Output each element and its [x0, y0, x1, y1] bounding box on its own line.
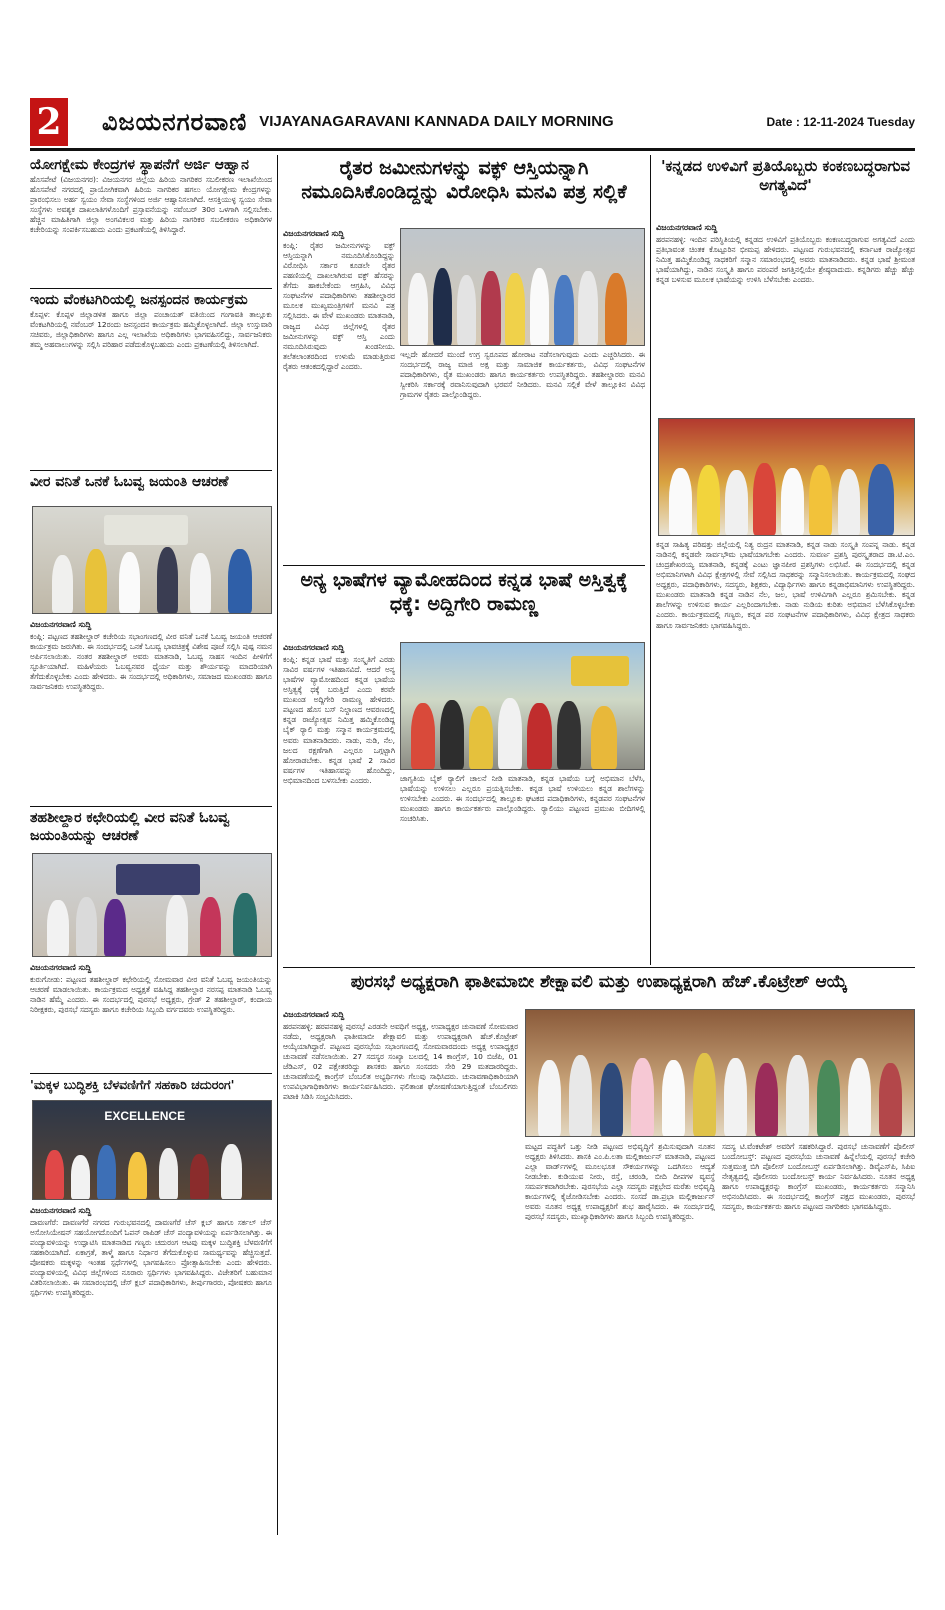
article-body: ಕಂಪ್ಲಿ: ಕನ್ನಡ ಭಾಷೆ ಮತ್ತು ಸಂಸ್ಕೃತಿಗೆ ಎರಡು ಸಾವಿರ ವರ್ಷಗಳ ಇತಿಹಾಸವಿದೆ. ಆದರೆ ಅನ್ಯ ಭಾಷೆಗಳ ವ್ಯಾಮೋಹದಿಂದ ಕನ್ನಡ ಭಾಷೆಯ ಅಸ್ತಿತ್ವಕ್ಕೆ ಧಕ್ಕೆ ಬರುತ್ತಿದೆ ಎಂದು ಕರವೇ ಮುಖಂಡ ಅದ್ದಿಗೇರಿ ರಾಮಣ್ಣ ಹೇಳಿದರು. ಪಟ್ಟಣದ ಹೊಸ ಬಸ್ ನಿಲ್ದಾಣದ ಆವರಣದಲ್ಲಿ ಕನ್ನಡ ರಾಜ್ಯೋತ್ಸವ ನಿಮಿತ್ತ ಹಮ್ಮಿಕೊಂಡಿದ್ದ ಬೈಕ್ ರ‍್ಯಾಲಿ ಮತ್ತು ಸನ್ಮಾನ ಕಾರ್ಯಕ್ರಮದಲ್ಲಿ ಅವರು ಮಾತನಾಡಿದರು. ನಾಡು, ನುಡಿ, ನೆಲ, ಜಲದ ರಕ್ಷಣೆಗಾಗಿ ಎಲ್ಲರೂ ಒಗ್ಗಟ್ಟಾಗಿ ಹೋರಾಡಬೇಕು. ಕನ್ನಡ ಭಾಷೆ 2 ಸಾವಿರ ವರ್ಷಗಳ ಇತಿಹಾಸವನ್ನು ಹೊಂದಿದ್ದು, ಅಭಿಮಾನದಿಂದ ಬಳಸಬೇಕು ಎಂದರು.	[283, 655, 395, 785]
headline: ಅನ್ಯ ಭಾಷೆಗಳ ವ್ಯಾಮೋಹದಿಂದ ಕನ್ನಡ ಭಾಷೆ ಅಸ್ತಿತ್ವಕ್ಕೆ ಧಕ್ಕೆ: ಅದ್ದಿಗೇರಿ ರಾಮಣ್ಣ	[300, 569, 628, 615]
article-purasabhe-col1	[283, 1007, 518, 1537]
article-body: ಕನ್ನಡ ಸಾಹಿತ್ಯ ಪರಿಷತ್ತು ಜಿಲ್ಲೆಯಲ್ಲಿ ನಿತ್ಯ ರುದ್ರನ ಮಾತನಾಡಿ, ಕನ್ನಡ ನಾಡು ಸಂಸ್ಕೃತಿ ಸಂಪನ್ನ ನಾಡು. ಕನ್ನಡ ನಾಡಿನಲ್ಲಿ ಕನ್ನಡವೇ ಸಾರ್ವಭೌಮ ಭಾಷೆಯಾಗಬೇಕು ಎಂದರು. ಸುವರ್ಣ ಪ್ರಶಸ್ತಿ ಪುರಸ್ಕೃತರಾದ ಡಾ.ಟಿ.ಎಂ. ಚಂದ್ರಶೇಖರಯ್ಯ ಮಾತನಾಡಿ, ಕನ್ನಡಕ್ಕೆ ಎಂಟು ಜ್ಞಾನಪೀಠ ಪ್ರಶಸ್ತಿಗಳು ಲಭಿಸಿವೆ. ಈ ಸಂದರ್ಭದಲ್ಲಿ ಕನ್ನಡ ಅಭಿಮಾನಿಗಳಾಗಿ ವಿವಿಧ ಕ್ಷೇತ್ರಗಳಲ್ಲಿ ಸೇವೆ ಸಲ್ಲಿಸಿದ ಸಾಧಕರನ್ನು ಸನ್ಮಾನಿಸಲಾಯಿತು. ಕಾರ್ಯಕ್ರಮದಲ್ಲಿ ಸಂಘದ ಅಧ್ಯಕ್ಷರು, ಪದಾಧಿಕಾರಿಗಳು, ಸದಸ್ಯರು, ಶಿಕ್ಷಕರು, ವಿದ್ಯಾರ್ಥಿಗಳು ಹಾಗೂ ಕನ್ನಡಾಭಿಮಾನಿಗಳು ಉಪಸ್ಥಿತರಿದ್ದರು. ಮುಖಂಡರು ಮಾತನಾಡಿ ಕನ್ನಡ ನಾಡಿನ ನೆಲ, ಜಲ, ಭಾಷೆ ಉಳಿವಿಗಾಗಿ ಎಲ್ಲರೂ ಶ್ರಮಿಸಬೇಕು. ಕನ್ನಡ ಶಾಲೆಗಳನ್ನು ಉಳಿಸುವ ಕಾರ್ಯ ಎಲ್ಲರಿಂದಾಗಬೇಕು. ನಾಡು ನುಡಿಯ ಕುರಿತು ಅಭಿಮಾನ ಬೆಳೆಸಿಕೊಳ್ಳಬೇಕು ಎಂದರು. ಕಾರ್ಯಕ್ರಮದಲ್ಲಿ ಗಣ್ಯರು, ಕನ್ನಡ ಪರ ಸಂಘಟನೆಗಳ ಪದಾಧಿಕಾರಿಗಳು, ವಿವಿಧ ಕ್ಷೇತ್ರದ ಸಾಧಕರು ಹಾಗೂ ಸಾರ್ವಜನಿಕರು ಭಾಗವಹಿಸಿದ್ದರು.	[656, 540, 915, 630]
newspaper-title-english: VIJAYANAGARAVANI KANNADA DAILY MORNING	[259, 113, 614, 130]
article-body: ಹರಪನಹಳ್ಳಿ: ಇಂದಿನ ಪರಿಸ್ಥಿತಿಯಲ್ಲಿ ಕನ್ನಡದ ಉಳಿವಿಗೆ ಪ್ರತಿಯೊಬ್ಬರು ಕಂಕಣಬದ್ಧರಾಗುವ ಅಗತ್ಯವಿದೆ ಎಂದು ಪ್ರತಿಭಾವಂತ ಚಿಂತಕ ಕೊಟ್ಟೂರಿನ ಭೀಮಪ್ಪ ಹೇಳಿದರು. ಪಟ್ಟಣದ ಗುರುಭವನದಲ್ಲಿ ಕರ್ನಾಟಕ ರಾಜ್ಯೋತ್ಸವ ನಿಮಿತ್ತ ಹಮ್ಮಿಕೊಂಡಿದ್ದ ಸಾಧಕರಿಗೆ ಸನ್ಮಾನ ಸಮಾರಂಭದಲ್ಲಿ ಅವರು ಮಾತನಾಡಿದರು. ಕನ್ನಡ ಭಾಷೆ ಶ್ರೀಮಂತ ಭಾಷೆಯಾಗಿದ್ದು, ನಾಡಿನ ಸಂಸ್ಕೃತಿ ಹಾಗೂ ಪರಂಪರೆ ಜಗತ್ತಿನಲ್ಲಿಯೇ ಶ್ರೇಷ್ಠವಾದುದು. ಕನ್ನಡಿಗರು ಹೆಚ್ಚು ಹೆಚ್ಚು ಕನ್ನಡ ಬಳಸುವ ಮೂಲಕ ಭಾಷೆಯನ್ನು ಉಳಿಸಿ ಬೆಳೆಸಬೇಕು ಎಂದರು.	[656, 235, 915, 285]
article-body: ಹೊಸಪೇಟೆ (ವಿಜಯನಗರ): ವಿಜಯನಗರ ಜಿಲ್ಲೆಯ ಹಿರಿಯ ನಾಗರಿಕರ ಸಬಲೀಕರಣ ಇಲಾಖೆಯಿಂದ ಹೊಸಪೇಟೆ ನಗರದಲ್ಲಿ ಪ್ರಾಯೋಗಿಕವಾಗಿ ಹಿರಿಯ ನಾಗರಿಕರ ಹಗಲು ಯೋಗಕ್ಷೇಮ ಕೇಂದ್ರಗಳನ್ನು ಪ್ರಾರಂಭಿಸಲು ಅರ್ಹ ಸ್ವಯಂ ಸೇವಾ ಸಂಸ್ಥೆಗಳಿಂದ ಅರ್ಜಿ ಆಹ್ವಾನಿಸಲಾಗಿದೆ. ಆಸಕ್ತಿಯುಳ್ಳ ಸ್ವಯಂ ಸೇವಾ ಸಂಸ್ಥೆಗಳು ಅವಶ್ಯಕ ದಾಖಲಾತಿಗಳೊಂದಿಗೆ ಪ್ರಸ್ತಾವನೆಯನ್ನು ನವೆಂಬರ್ 30ರ ಒಳಗಾಗಿ ಸಲ್ಲಿಸಬೇಕು. ಹೆಚ್ಚಿನ ಮಾಹಿತಿಗಾಗಿ ಜಿಲ್ಲಾ ಅಂಗವಿಕಲರ ಮತ್ತು ಹಿರಿಯ ನಾಗರಿಕರ ಸಬಲೀಕರಣ ಅಧಿಕಾರಿಗಳ ಕಚೇರಿಯನ್ನು ಸಂಪರ್ಕಿಸಬಹುದು ಎಂದು ಪ್ರಕಟಣೆಯಲ್ಲಿ ತಿಳಿಸಿದ್ದಾರೆ.	[30, 174, 272, 234]
byline: ವಿಜಯನಗರವಾಣಿ ಸುದ್ದಿ	[283, 1010, 345, 1019]
article-body: ಕುರುಗೋಡು: ಪಟ್ಟಣದ ತಹಶೀಲ್ದಾರ್ ಕಛೇರಿಯಲ್ಲಿ ಸೋಮವಾರ ವೀರ ವನಿತೆ ಓಬವ್ವ ಜಯಂತಿಯನ್ನು ಆಚರಣೆ ಮಾಡಲಾಯಿತು. ಕಾರ್ಯಕ್ರಮದ ಅಧ್ಯಕ್ಷತೆ ವಹಿಸಿದ್ದ ತಹಶೀಲ್ದಾರ ನರಸಪ್ಪ ಮಾತನಾಡಿ ಓಬವ್ವ ನಾಡಿನ ಹೆಮ್ಮೆ ಎಂದರು. ಈ ಸಂದರ್ಭದಲ್ಲಿ ಪುರಸಭೆ ಅಧ್ಯಕ್ಷರು, ಗ್ರೇಡ್ 2 ತಹಶೀಲ್ದಾರ್, ಕಂದಾಯ ನಿರೀಕ್ಷಕರು, ಪುರಸಭೆ ಸದಸ್ಯರು ಹಾಗೂ ಕಚೇರಿಯ ಸಿಬ್ಬಂದಿ ವರ್ಗದವರು ಉಪಸ್ಥಿತರಿದ್ದರು.	[30, 975, 272, 1015]
article-body: ದಾವಣಗೆರೆ: ದಾವಣಗೆರೆ ನಗರದ ಗುರುಭವನದಲ್ಲಿ ದಾವಣಗೆರೆ ಚೆಸ್ ಕ್ಲಬ್ ಹಾಗೂ ಸರ್ಕಲ್ ಚೆಸ್ ಅಸೋಸಿಯೇಷನ್ ಸಹಯೋಗದೊಂದಿಗೆ ಓಪನ್ ರಾಪಿಡ್ ಚೆಸ್ ಪಂದ್ಯಾವಳಿಯನ್ನು ಏರ್ಪಡಿಸಲಾಗಿತ್ತು. ಈ ಪಂದ್ಯಾವಳಿಯನ್ನು ಉದ್ಘಾಟಿಸಿ ಮಾತನಾಡಿದ ಗಣ್ಯರು ಚದುರಂಗ ಆಟವು ಮಕ್ಕಳ ಬುದ್ಧಿಶಕ್ತಿ ಬೆಳವಣಿಗೆಗೆ ಸಹಕಾರಿಯಾಗಿದೆ. ಏಕಾಗ್ರತೆ, ತಾಳ್ಮೆ ಹಾಗೂ ನಿರ್ಧಾರ ತೆಗೆದುಕೊಳ್ಳುವ ಸಾಮರ್ಥ್ಯವನ್ನು ಹೆಚ್ಚಿಸುತ್ತದೆ. ಪೋಷಕರು ಮಕ್ಕಳನ್ನು ಇಂತಹ ಸ್ಪರ್ಧೆಗಳಲ್ಲಿ ಭಾಗವಹಿಸಲು ಪ್ರೋತ್ಸಾಹಿಸಬೇಕು ಎಂದು ಹೇಳಿದರು. ಪಂದ್ಯಾವಳಿಯಲ್ಲಿ ವಿವಿಧ ಜಿಲ್ಲೆಗಳಿಂದ ನೂರಾರು ಸ್ಪರ್ಧಿಗಳು ಭಾಗವಹಿಸಿದ್ದರು. ವಿಜೇತರಿಗೆ ಬಹುಮಾನ ವಿತರಿಸಲಾಯಿತು. ಈ ಸಮಾರಂಭದಲ್ಲಿ ಚೆಸ್ ಕ್ಲಬ್ ಪದಾಧಿಕಾರಿಗಳು, ತೀರ್ಪುಗಾರರು, ಪೋಷಕರು ಹಾಗೂ ಸ್ಪರ್ಧಿಗಳು ಉಪಸ್ಥಿತರಿದ್ದರು.	[30, 1218, 272, 1298]
section-divider	[30, 806, 272, 807]
byline: ವಿಜಯನಗರವಾಣಿ ಸುದ್ದಿ	[283, 643, 345, 652]
council-photo	[525, 1009, 915, 1137]
article-kankana-headline	[656, 157, 915, 217]
headline: 'ಮಕ್ಕಳ ಬುದ್ಧಿಶಕ್ತಿ ಬೆಳವಣಿಗೆಗೆ ಸಹಕಾರಿ ಚದುರಂಗ'	[30, 1077, 235, 1092]
article-obavva-2	[30, 960, 272, 1070]
section-divider	[30, 470, 272, 471]
memorandum-photo	[400, 228, 645, 346]
byline: ವಿಜಯನಗರವಾಣಿ ಸುದ್ದಿ	[30, 963, 92, 972]
article-body: ಕಂಪ್ಲಿ: ಪಟ್ಟಣದ ತಹಶೀಲ್ದಾರ್ ಕಚೇರಿಯ ಸಭಾಂಗಣದಲ್ಲಿ ವೀರ ವನಿತೆ ಒನಕೆ ಓಬವ್ವ ಜಯಂತಿ ಆಚರಣೆ ಕಾರ್ಯಕ್ರಮ ಜರುಗಿತು. ಈ ಸಂದರ್ಭದಲ್ಲಿ ಒನಕೆ ಓಬವ್ವ ಭಾವಚಿತ್ರಕ್ಕೆ ವಿಶೇಷ ಪೂಜೆ ಸಲ್ಲಿಸಿ ಪುಷ್ಪ ನಮನ ಅರ್ಪಿಸಲಾಯಿತು. ನಂತರ ತಹಶೀಲ್ದಾರ್ ಅವರು ಮಾತನಾಡಿ, ಓಬವ್ವ ಸಾಹಸ ಇಂದಿನ ಪೀಳಿಗೆಗೆ ಸ್ಫೂರ್ತಿಯಾಗಿದೆ. ಮಹಿಳೆಯರು ಓಬವ್ವನವರ ಧೈರ್ಯ ಮತ್ತು ಶೌರ್ಯವನ್ನು ಮಾದರಿಯಾಗಿ ತೆಗೆದುಕೊಳ್ಳಬೇಕು ಎಂದು ಹೇಳಿದರು. ಈ ಸಂದರ್ಭದಲ್ಲಿ ಅಧಿಕಾರಿಗಳು, ಸಮಾಜದ ಮುಖಂಡರು ಹಾಗೂ ಸಾರ್ವಜನಿಕರು ಉಪಸ್ಥಿತರಿದ್ದರು.	[30, 632, 272, 692]
page-number: 2	[30, 98, 68, 146]
byline: ವಿಜಯನಗರವಾಣಿ ಸುದ್ದಿ	[30, 620, 92, 629]
article-body: ಸದಸ್ಯ ಟಿ.ವೆಂಕಟೇಶ್ ಅವರಿಗೆ ಸಹಕರಿಸಿದ್ದಾರೆ. ಪುರಸಭೆ ಚುನಾವಣೆಗೆ ಪೊಲೀಸ್ ಬಂದೋಬಸ್ತ್: ಪಟ್ಟಣದ ಪುರಸಭೆಯ ಚುನಾವಣೆ ಹಿನ್ನೆಲೆಯಲ್ಲಿ ಪುರಸಭೆ ಕಚೇರಿ ಸುತ್ತಮುತ್ತ ಬಿಗಿ ಪೊಲೀಸ್ ಬಂದೋಬಸ್ತ್ ಏರ್ಪಡಿಸಲಾಗಿತ್ತು. ಡಿವೈಎಸ್‌ಪಿ, ಸಿಪಿಐ ನೇತೃತ್ವದಲ್ಲಿ ಪೊಲೀಸರು ಬಂದೋಬಸ್ತ್ ಕಾರ್ಯ ನಿರ್ವಹಿಸಿದರು. ನೂತನ ಅಧ್ಯಕ್ಷ ಹಾಗೂ ಉಪಾಧ್ಯಕ್ಷರನ್ನು ಕಾಂಗ್ರೆಸ್ ಮುಖಂಡರು, ಕಾರ್ಯಕರ್ತರು ಸನ್ಮಾನಿಸಿ ಅಭಿನಂದಿಸಿದರು. ಈ ಸಂದರ್ಭದಲ್ಲಿ ಕಾಂಗ್ರೆಸ್ ಪಕ್ಷದ ಮುಖಂಡರು, ಪುರಸಭೆ ಸದಸ್ಯರು, ಕಾರ್ಯಕರ್ತರು ಹಾಗೂ ಪಟ್ಟಣದ ನಾಗರಿಕರು ಭಾಗವಹಿಸಿದ್ದರು.	[722, 1142, 915, 1212]
article-body: ಜಾಗೃತಿಯ ಬೈಕ್ ರ‍್ಯಾಲಿಗೆ ಚಾಲನೆ ನೀಡಿ ಮಾತನಾಡಿ, ಕನ್ನಡ ಭಾಷೆಯ ಬಗ್ಗೆ ಅಭಿಮಾನ ಬೆಳೆಸಿ, ಭಾಷೆಯನ್ನು ಉಳಿಸಲು ಎಲ್ಲರೂ ಪ್ರಯತ್ನಿಸಬೇಕು. ಕನ್ನಡ ಭಾಷೆ ಉಳಿಯಲು ಕನ್ನಡ ಶಾಲೆಗಳನ್ನು ಉಳಿಸಬೇಕು ಎಂದರು. ಈ ಸಂದರ್ಭದಲ್ಲಿ ತಾಲ್ಲೂಕು ಘಟಕದ ಪದಾಧಿಕಾರಿಗಳು, ಕನ್ನಡಪರ ಸಂಘಟನೆಗಳ ಮುಖಂಡರು ಹಾಗೂ ಕಾರ್ಯಕರ್ತರು ಪಾಲ್ಗೊಂಡಿದ್ದರು. ರ‍್ಯಾಲಿಯು ಪಟ್ಟಣದ ಪ್ರಮುಖ ಬೀದಿಗಳಲ್ಲಿ ಸಂಚರಿಸಿತು.	[400, 774, 645, 824]
article-body: ಇಲ್ಲದೇ ಹೋದರೆ ಮುಂದೆ ಉಗ್ರ ಸ್ವರೂಪದ ಹೋರಾಟ ನಡೆಸಲಾಗುವುದು ಎಂದು ಎಚ್ಚರಿಸಿದರು. ಈ ಸಂದರ್ಭದಲ್ಲಿ ರಾಜ್ಯ ಮಾಜಿ ಅಕ್ಷ ಮತ್ತು ಸಾಮಾಜಿಕ ಕಾರ್ಯಕರ್ತರು, ವಿವಿಧ ಸಂಘಟನೆಗಳ ಪದಾಧಿಕಾರಿಗಳು, ರೈತ ಮುಖಂಡರು ಹಾಗೂ ಕಾರ್ಯಕರ್ತರು ಉಪಸ್ಥಿತರಿದ್ದರು. ತಹಶೀಲ್ದಾರರು ಮನವಿ ಸ್ವೀಕರಿಸಿ ಸರ್ಕಾರಕ್ಕೆ ರವಾನಿಸುವುದಾಗಿ ಭರವಸೆ ನೀಡಿದರು. ಮನವಿ ಸಲ್ಲಿಕೆ ವೇಳೆ ತಾಲ್ಲೂಕಿನ ವಿವಿಧ ಗ್ರಾಮಗಳ ರೈತರು ಪಾಲ್ಗೊಂಡಿದ್ದರು.	[400, 350, 645, 400]
ceremony-photo	[32, 506, 272, 614]
article-chess	[30, 1203, 272, 1533]
article-kannada-left	[283, 640, 395, 962]
masthead	[30, 95, 915, 151]
section-divider	[30, 1073, 272, 1074]
publication-date: Date : 12-11-2024 Tuesday	[766, 114, 915, 129]
headline: ಇಂದು ವೆಂಕಟಗಿರಿಯಲ್ಲಿ ಜನಸ್ಪಂದನ ಕಾರ್ಯಕ್ರಮ	[30, 292, 248, 308]
felicitation-photo	[658, 418, 915, 536]
article-body: ಕೊಪ್ಪಳ: ಕೊಪ್ಪಳ ಜಿಲ್ಲಾಡಳಿತ ಹಾಗೂ ಜಿಲ್ಲಾ ಪಂಚಾಯತ್ ವತಿಯಿಂದ ಗಂಗಾವತಿ ತಾಲ್ಲೂಕು ವೆಂಕಟಗಿರಿಯಲ್ಲಿ ನವೆಂಬರ್ 12ರಂದು ಜನಸ್ಪಂದನ ಕಾರ್ಯಕ್ರಮ ಹಮ್ಮಿಕೊಳ್ಳಲಾಗಿದೆ. ಜಿಲ್ಲಾ ಉಸ್ತುವಾರಿ ಸಚಿವರು, ಜಿಲ್ಲಾಧಿಕಾರಿಗಳು ಹಾಗೂ ಎಲ್ಲ ಇಲಾಖೆಯ ಅಧಿಕಾರಿಗಳು ಭಾಗವಹಿಸಲಿದ್ದು, ಸಾರ್ವಜನಿಕರು ತಮ್ಮ ಅಹವಾಲುಗಳನ್ನು ಸಲ್ಲಿಸಿ ಪರಿಹಾರ ಪಡೆದುಕೊಳ್ಳಬಹುದು ಎಂದು ಪ್ರಕಟಣೆಯಲ್ಲಿ ತಿಳಿಸಲಾಗಿದೆ.	[30, 309, 272, 349]
article-kankana-top	[656, 220, 915, 415]
article-waqf-left	[283, 226, 395, 561]
column-divider	[277, 155, 278, 1535]
headline: ಯೋಗಕ್ಷೇಮ ಕೇಂದ್ರಗಳ ಸ್ಥಾಪನೆಗೆ ಅರ್ಜಿ ಆಹ್ವಾನ	[30, 157, 249, 173]
office-photo	[32, 853, 272, 957]
article-yogakshema	[30, 157, 272, 287]
byline: ವಿಜಯನಗರವಾಣಿ ಸುದ್ದಿ	[283, 229, 345, 238]
section-divider	[283, 565, 645, 566]
section-divider	[283, 967, 915, 968]
article-purasabhe-col2	[525, 1142, 715, 1537]
article-body: ಕಂಪ್ಲಿ: ರೈತರ ಜಮೀನುಗಳನ್ನು ವಕ್ಫ್ ಆಸ್ತಿಯನ್ನಾಗಿ ನಮೂದಿಸಿಕೊಂಡಿದ್ದನ್ನು ವಿರೋಧಿಸಿ ಸರ್ಕಾರ ಕೂಡಲೇ ರೈತರ ಪಹಣಿಯಲ್ಲಿ ದಾಖಲಾಗಿರುವ ವಕ್ಫ್ ಹೆಸರನ್ನು ತೆಗೆದು ಹಾಕಬೇಕೆಂದು ಆಗ್ರಹಿಸಿ, ವಿವಿಧ ಸಂಘಟನೆಗಳ ಪದಾಧಿಕಾರಿಗಳು ತಹಶೀಲ್ದಾರರ ಮೂಲಕ ಮುಖ್ಯಮಂತ್ರಿಗಳಿಗೆ ಮನವಿ ಪತ್ರ ಸಲ್ಲಿಸಿದರು. ಈ ವೇಳೆ ಮುಖಂಡರು ಮಾತನಾಡಿ, ರಾಜ್ಯದ ವಿವಿಧ ಜಿಲ್ಲೆಗಳಲ್ಲಿ ರೈತರ ಜಮೀನುಗಳನ್ನು ವಕ್ಫ್ ಆಸ್ತಿ ಎಂದು ನಮೂದಿಸಿರುವುದು ಖಂಡನೀಯ. ತಲೆತಲಾಂತರದಿಂದ ಉಳುಮೆ ಮಾಡುತ್ತಿರುವ ರೈತರು ಆತಂಕದಲ್ಲಿದ್ದಾರೆ ಎಂದರು.	[283, 241, 395, 371]
article-kannada-right	[400, 774, 645, 962]
headline: ವೀರ ವನಿತೆ ಒನಕೆ ಓಬವ್ವ ಜಯಂತಿ ಆಚರಣೆ	[30, 474, 229, 490]
article-purasabhe-headline	[283, 972, 915, 1004]
headline: ಪುರಸಭೆ ಅಧ್ಯಕ್ಷರಾಗಿ ಫಾತೀಮಾಬೀ ಶೇಕ್ಷಾವಲಿ ಮತ್ತು ಉಪಾಧ್ಯಕ್ಷರಾಗಿ ಹೆಚ್.ಕೊಟ್ರೇಶ್ ಆಯ್ಕೆ	[350, 972, 848, 992]
bike-rally-photo	[400, 642, 645, 770]
byline: ವಿಜಯನಗರವಾಣಿ ಸುದ್ದಿ	[30, 1206, 92, 1215]
byline: ವಿಜಯನಗರವಾಣಿ ಸುದ್ದಿ	[656, 223, 718, 232]
article-waqf-headline	[283, 157, 645, 222]
headline: 'ಕನ್ನಡದ ಉಳಿವಿಗೆ ಪ್ರತಿಯೊಬ್ಬರು ಕಂಕಣಬದ್ಧರಾಗುವ ಅಗತ್ಯವಿದೆ'	[660, 157, 911, 194]
article-body: ಹರಪನಹಳ್ಳಿ: ಹರಪನಹಳ್ಳಿ ಪುರಸಭೆ ಎರಡನೇ ಅವಧಿಗೆ ಅಧ್ಯಕ್ಷ, ಉಪಾಧ್ಯಕ್ಷರ ಚುನಾವಣೆ ಸೋಮವಾರ ನಡೆದು, ಅಧ್ಯಕ್ಷರಾಗಿ ಫಾತೀಮಾಬೀ ಶೇಕ್ಷಾವಲಿ ಮತ್ತು ಉಪಾಧ್ಯಕ್ಷರಾಗಿ ಹೆಚ್.ಕೊಟ್ರೇಶ್ ಆಯ್ಕೆಯಾಗಿದ್ದಾರೆ. ಪಟ್ಟಣದ ಪುರಸಭೆಯ ಸಭಾಂಗಣದಲ್ಲಿ ಸೋಮವಾರದಂದು ಅಧ್ಯಕ್ಷ ಉಪಾಧ್ಯಕ್ಷರ ಚುನಾವಣೆ ನಡೆಸಲಾಯಿತು. 27 ಸದಸ್ಯರ ಸಂಖ್ಯಾ ಬಲದಲ್ಲಿ 14 ಕಾಂಗ್ರೆಸ್, 10 ಬಿಜೆಪಿ, 01 ಜೆಡಿಎಸ್, 02 ಪಕ್ಷೇತರರಿದ್ದು ಶಾಸಕರು ಹಾಗೂ ಸಂಸದರು ಸೇರಿ 29 ಮತದಾರರಿದ್ದರು. ಚುನಾವಣೆಯಲ್ಲಿ ಕಾಂಗ್ರೆಸ್ ಬೆಂಬಲಿತ ಅಭ್ಯರ್ಥಿಗಳು ಗೆಲುವು ಸಾಧಿಸಿದರು. ಚುನಾವಣಾಧಿಕಾರಿಯಾಗಿ ಉಪವಿಭಾಗಾಧಿಕಾರಿಗಳು ಕಾರ್ಯನಿರ್ವಹಿಸಿದರು. ಫಲಿತಾಂಶ ಘೋಷಣೆಯಾಗುತ್ತಿದ್ದಂತೆ ಬೆಂಬಲಿಗರು ಪಟಾಕಿ ಸಿಡಿಸಿ ಸಂಭ್ರಮಿಸಿದರು.	[283, 1022, 518, 1102]
article-obavva-1-headline	[30, 474, 272, 504]
article-body: ಮಟ್ಟದ ಪದ್ಧತಿಗೆ ಒತ್ತು ನೀಡಿ ಪಟ್ಟಣದ ಅಭಿವೃದ್ಧಿಗೆ ಶ್ರಮಿಸುವುದಾಗಿ ನೂತನ ಅಧ್ಯಕ್ಷರು ತಿಳಿಸಿದರು. ಶಾಸಕಿ ಎಂ.ಪಿ.ಲತಾ ಮಲ್ಲಿಕಾರ್ಜುನ್ ಮಾತನಾಡಿ, ಪಟ್ಟಣದ ಎಲ್ಲಾ ವಾರ್ಡ್‌ಗಳಲ್ಲಿ ಮೂಲಭೂತ ಸೌಕರ್ಯಗಳನ್ನು ಒದಗಿಸಲು ಆದ್ಯತೆ ನೀಡಬೇಕು. ಕುಡಿಯುವ ನೀರು, ರಸ್ತೆ, ಚರಂಡಿ, ಬೀದಿ ದೀಪಗಳ ವ್ಯವಸ್ಥೆ ಸಮರ್ಪಕವಾಗಿರಬೇಕು. ಪುರಸಭೆಯ ಎಲ್ಲಾ ಸದಸ್ಯರು ಪಕ್ಷಭೇದ ಮರೆತು ಅಭಿವೃದ್ಧಿ ಕಾರ್ಯಗಳಲ್ಲಿ ಕೈಜೋಡಿಸಬೇಕು ಎಂದರು. ಸಂಸದೆ ಡಾ.ಪ್ರಭಾ ಮಲ್ಲಿಕಾರ್ಜುನ್ ಅವರು ನೂತನ ಅಧ್ಯಕ್ಷ ಉಪಾಧ್ಯಕ್ಷರಿಗೆ ಶುಭ ಹಾರೈಸಿದರು. ಈ ಸಂದರ್ಭದಲ್ಲಿ ಪುರಸಭೆ ಸದಸ್ಯರು, ಮುಖ್ಯಾಧಿಕಾರಿಗಳು ಹಾಗೂ ಸಿಬ್ಬಂದಿ ಉಪಸ್ಥಿತರಿದ್ದರು.	[525, 1142, 715, 1222]
chess-event-photo	[32, 1100, 272, 1200]
article-chess-headline	[30, 1077, 272, 1097]
headline: ತಹಶೀಲ್ದಾರ ಕಛೇರಿಯಲ್ಲಿ ವೀರ ವನಿತೆ ಓಬವ್ವ ಜಯಂತಿಯನ್ನು ಆಚರಣೆ	[30, 810, 230, 844]
headline: ರೈತರ ಜಮೀನುಗಳನ್ನು ವಕ್ಫ್ ಆಸ್ತಿಯನ್ನಾಗಿ ನಮೂದಿಸಿಕೊಂಡಿದ್ದನ್ನು ವಿರೋಧಿಸಿ ಮನವಿ ಪತ್ರ ಸಲ್ಲಿಕೆ	[301, 157, 627, 203]
article-waqf-right	[400, 350, 645, 560]
article-obavva-1	[30, 617, 272, 802]
article-purasabhe-col3	[722, 1142, 915, 1537]
article-kannada-headline	[283, 569, 645, 637]
article-kankana-bottom	[656, 540, 915, 962]
chess-banner-text: EXCELLENCE	[104, 1108, 186, 1123]
column-divider	[650, 155, 651, 965]
newspaper-title-kannada: ವಿಜಯನಗರವಾಣಿ	[102, 107, 248, 136]
article-obavva-2-headline	[30, 810, 272, 850]
section-divider	[30, 288, 272, 289]
article-janaspandana	[30, 292, 272, 467]
